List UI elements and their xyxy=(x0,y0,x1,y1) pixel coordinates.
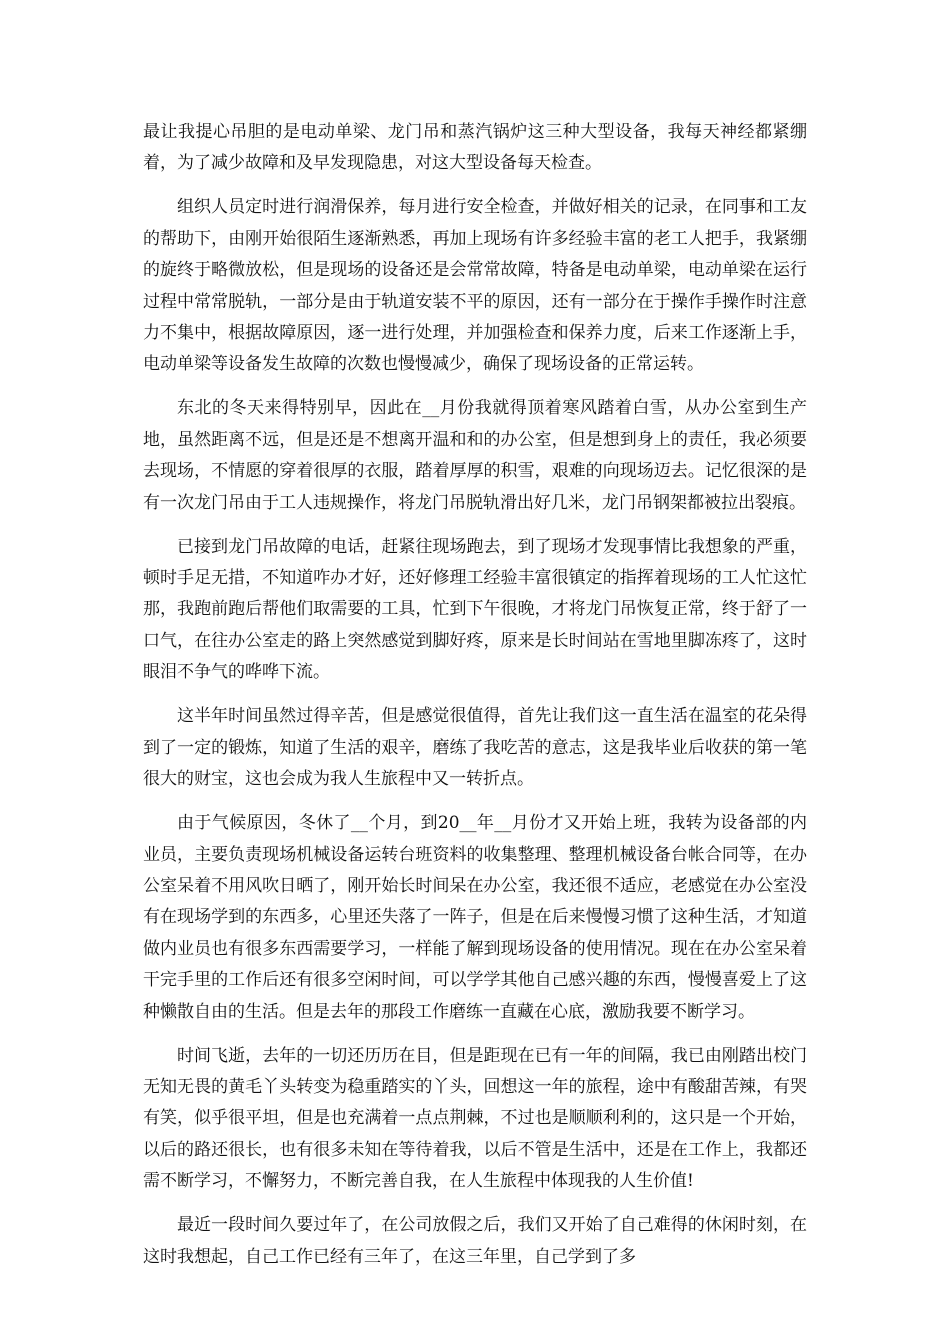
paragraph: 组织人员定时进行润滑保养，每月进行安全检查，并做好相关的记录，在同事和工友的帮助下，由刚开始很陌生逐渐熟悉，再加上现场有许多经验丰富的老工人把手，我紧绷的旋终于略微放松，但是现场的设备还是会常常故障，特备是电动单梁，电动单梁在运行过程中常常脱轨，一部分是由于轨道安装不平的原因，还有一部分在于操作手操作时注意力不集中，根据故障原因，逐一进行处理，并加强检查和保养力度，后来工作逐渐上手，电动单梁等设备发生故障的次数也慢慢减少，确保了现场设备的正常运转。 xyxy=(143,197,807,375)
paragraph: 已接到龙门吊故障的电话，赶紧往现场跑去，到了现场才发现事情比我想象的严重，顿时手足无措，不知道咋办才好，还好修理工经验丰富很镇定的指挥着现场的工人忙这忙那，我跑前跑后帮他们取需要的工具，忙到下午很晚，才将龙门吊恢复正常，终于舒了一口气，在往办公室走的路上突然感觉到脚好疼，原来是长时间站在雪地里脚冻疼了，这时眼泪不争气的哗哗下流。 xyxy=(143,536,807,683)
paragraph: 由于气候原因，冬休了__个月，到20__年__月份才又开始上班，我转为设备部的内业员，主要负责现场机械设备运转台班资料的收集整理、整理机械设备台帐合同等，在办公室呆着不用风吹日晒了，刚开始长时间呆在办公室，我还很不适应，老感觉在办公室没有在现场学到的东西多，心里还失落了一阵子，但是在后来慢慢习惯了这种生活，才知道做内业员也有很多东西需要学习，一样能了解到现场设备的使用情况。现在在办公室呆着干完手里的工作后还有很多空闲时间，可以学学其他自己感兴趣的东西，慢慢喜爱上了这种懒散自由的生活。但是去年的那段工作磨练一直藏在心底，激励我要不断学习。 xyxy=(143,813,807,1022)
paragraph: 时间飞逝，去年的一切还历历在目，但是距现在已有一年的间隔，我已由刚踏出校门无知无畏的黄毛丫头转变为稳重踏实的丫头，回想这一年的旅程，途中有酸甜苦辣，有哭有笑，似乎很平坦，但是也充满着一点点荆棘，不过也是顺顺利利的，这只是一个开始，以后的路还很长，也有很多未知在等待着我，以后不管是生活中，还是在工作上，我都还需不断学习，不懈努力，不断完善自我，在人生旅程中体现我的人生价值! xyxy=(143,1045,807,1192)
paragraph: 最近一段时间久要过年了，在公司放假之后，我们又开始了自己难得的休闲时刻，在这时我想起，自己工作已经有三年了，在这三年里，自己学到了多 xyxy=(143,1215,807,1267)
paragraph: 最让我提心吊胆的是电动单梁、龙门吊和蒸汽锅炉这三种大型设备，我每天神经都紧绷着，为了减少故障和及早发现隐患，对这大型设备每天检查。 xyxy=(143,122,807,174)
paragraph: 东北的冬天来得特别早，因此在__月份我就得顶着寒风踏着白雪，从办公室到生产地，虽然距离不远，但是还是不想离开温和和的办公室，但是想到身上的责任，我必须要去现场，不情愿的穿着很厚的衣服，踏着厚厚的积雪，艰难的向现场迈去。记忆很深的是有一次龙门吊由于工人违规操作，将龙门吊脱轨滑出好几米，龙门吊钢架都被拉出裂痕。 xyxy=(143,398,807,513)
document-body xyxy=(143,117,807,1286)
paragraph: 这半年时间虽然过得辛苦，但是感觉很值得，首先让我们这一直生活在温室的花朵得到了一定的锻炼，知道了生活的艰辛，磨练了我吃苦的意志，这是我毕业后收获的第一笔很大的财宝，这也会成为我人生旅程中又一转折点。 xyxy=(143,706,807,790)
